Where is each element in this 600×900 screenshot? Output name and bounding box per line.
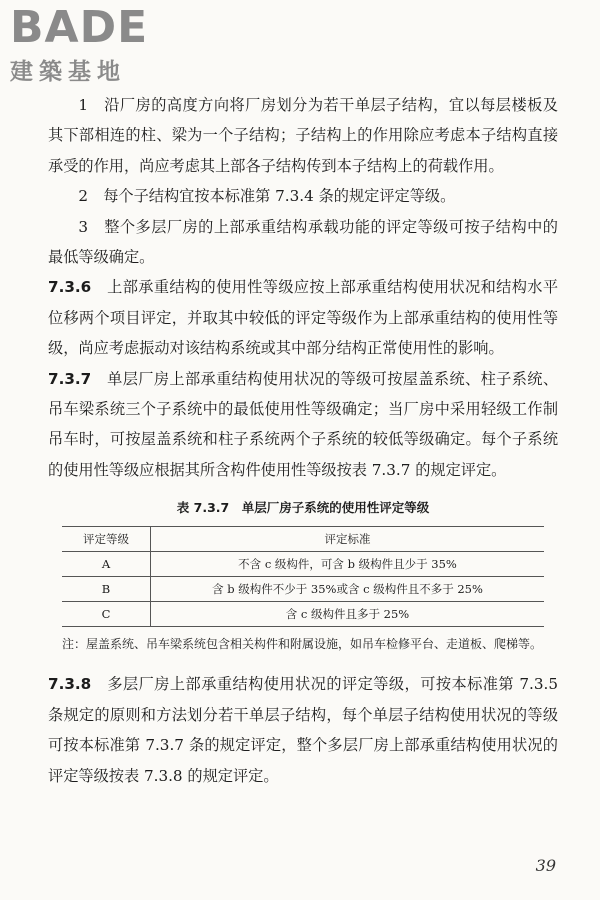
paragraph-item-1: 1 沿厂房的高度方向将厂房划分为若干单层子结构，宜以每层楼板及其下部相连的柱、梁为一个子结构；子结构上的作用除应考虑本子结构直接承受的作用，尚应考虑其上部各子结构传到本子结构上的荷载作用。 bbox=[48, 96, 558, 175]
page-number: 39 bbox=[535, 856, 556, 875]
grading-table bbox=[62, 526, 544, 627]
logo bbox=[10, 4, 148, 86]
page-body bbox=[48, 90, 558, 791]
paragraph-item-3: 3 整个多层厂房的上部承重结构承载功能的评定等级可按子结构中的最低等级确定。 bbox=[48, 217, 558, 267]
table-caption: 表 7.3.7 单层厂房子系统的使用性评定等级 bbox=[176, 500, 430, 516]
criterion-cell: 含 b 级构件不少于 35%或含 c 级构件且不多于 25% bbox=[151, 577, 545, 602]
clause-text: 上部承重结构的使用性等级应按上部承重结构使用状况和结构水平位移两个项目评定，并取其中较低的评定等级作为上部承重结构的使用性等级，尚应考虑振动对该结构系统或其中部分结构正常使用性的影响。 bbox=[48, 278, 558, 358]
table-row bbox=[62, 602, 544, 627]
clause-text: 单层厂房上部承重结构使用状况的等级可按屋盖系统、柱子系统、吊车梁系统三个子系统中的最低使用性等级确定；当厂房中采用轻级工作制吊车时，可按屋盖系统和柱子系统两个子系统的较低等级确定。每个子系统的使用性等级应根据其所含构件使用性等级按表 7.3.7 的规定评定。 bbox=[48, 369, 558, 479]
table-row bbox=[62, 552, 544, 577]
table-row bbox=[62, 577, 544, 602]
clause-text: 多层厂房上部承重结构使用状况的评定等级，可按本标准第 7.3.5 条规定的原则和方法划分若干单层子结构，每个单层子结构使用状况的等级可按本标准第 7.3.7 条的规定评定，整个多层厂房上部承重结构使用状况的评定等级按表 7.3.8 的规定评定。 bbox=[48, 675, 558, 785]
clause-number: 7.3.6 bbox=[48, 278, 92, 297]
header-criterion: 评定标准 bbox=[151, 527, 545, 552]
clause-number: 7.3.7 bbox=[48, 369, 92, 388]
criterion-cell: 含 c 级构件且多于 25% bbox=[151, 602, 545, 627]
clause-7-3-6 bbox=[48, 272, 558, 363]
paragraph-item-2: 2 每个子结构宜按本标准第 7.3.4 条的规定评定等级。 bbox=[78, 187, 456, 206]
grade-cell: A bbox=[62, 552, 151, 577]
logo-mark: BADE bbox=[10, 2, 149, 53]
clause-7-3-8 bbox=[48, 669, 558, 791]
table-header-row bbox=[62, 527, 544, 552]
header-grade: 评定等级 bbox=[62, 527, 151, 552]
logo-subtitle: 建築基地 bbox=[10, 59, 126, 85]
criterion-cell: 不含 c 级构件，可含 b 级构件且少于 35% bbox=[151, 552, 545, 577]
grade-cell: B bbox=[62, 577, 151, 602]
table-note: 注：屋盖系统、吊车梁系统包含相关构件和附属设施，如吊车检修平台、走道板、爬梯等。 bbox=[62, 637, 543, 652]
clause-number: 7.3.8 bbox=[48, 675, 92, 694]
clause-7-3-7 bbox=[48, 364, 558, 486]
grade-cell: C bbox=[62, 602, 151, 627]
